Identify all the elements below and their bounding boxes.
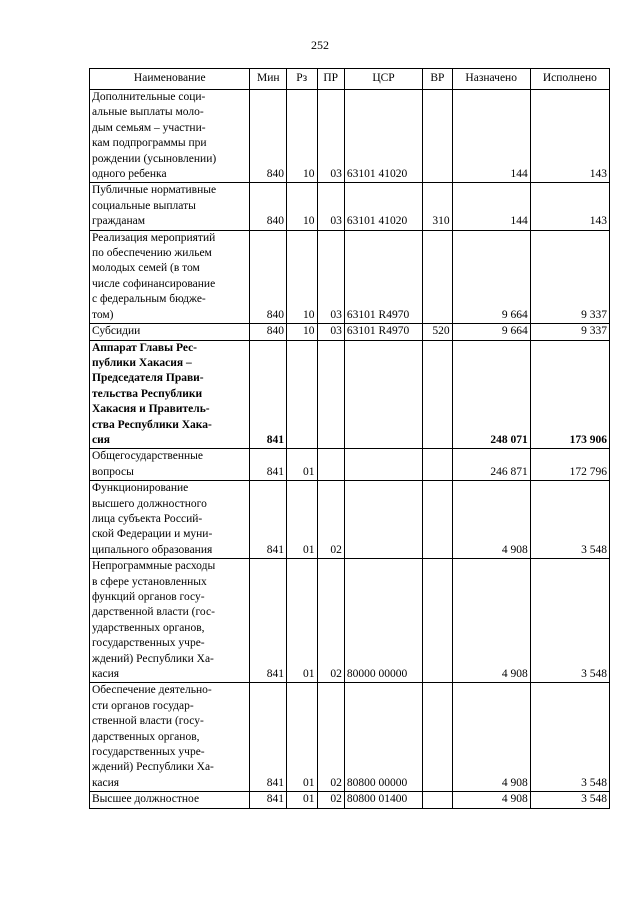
cell-assigned: 4 908 [452,559,530,683]
cell-name-line: государственных учре- [92,746,205,759]
cell-vr [423,90,452,183]
cell-name-line: числе софинансирование [92,277,216,290]
cell-executed: 3 548 [530,559,609,683]
cell-vr: 520 [423,324,452,340]
cell-assigned: 248 071 [452,340,530,449]
cell-name-line: тельства Республики [92,387,203,400]
cell-executed: 172 796 [530,449,609,481]
cell-name-line: Реализация мероприятий [92,231,216,244]
table-row [90,340,610,449]
cell-name [90,559,250,683]
cell-name [90,324,250,340]
cell-rz: 01 [287,449,317,481]
cell-assigned: 4 908 [452,481,530,559]
cell-pr: 03 [317,230,344,323]
cell-name [90,683,250,792]
cell-assigned: 9 664 [452,324,530,340]
cell-name-line: ждений) Республики Ха- [92,652,214,665]
cell-name-line: ждений) Республики Ха- [92,761,214,774]
cell-name-line: касия [92,668,120,681]
cell-executed: 173 906 [530,340,609,449]
cell-min: 841 [250,481,287,559]
cell-assigned: 4 908 [452,683,530,792]
table-row [90,230,610,323]
cell-rz: 10 [287,230,317,323]
cell-rz: 10 [287,183,317,230]
cell-pr: 02 [317,559,344,683]
col-header-assigned: Назначено [452,69,530,90]
cell-name-line: публики Хакасия – [92,356,192,369]
cell-name-line: лица субъекта Россий- [92,512,203,525]
cell-min: 841 [250,559,287,683]
cell-min: 840 [250,90,287,183]
cell-name-line: Публичные нормативные [92,184,217,197]
cell-name-line: кам подпрограммы при [92,137,207,150]
cell-name-line: гражданам [92,215,146,228]
cell-csr: 80000 00000 [344,559,422,683]
cell-assigned: 9 664 [452,230,530,323]
cell-name-line: вопросы [92,465,134,478]
col-header-csr: ЦСР [344,69,422,90]
cell-name-line: высшего должностного [92,497,207,510]
cell-vr [423,559,452,683]
cell-name-line: дарственных органов, [92,730,200,743]
cell-csr: 63101 R4970 [344,230,422,323]
cell-name-line: альные выплаты моло- [92,106,204,119]
cell-pr: 03 [317,183,344,230]
table-row [90,183,610,230]
cell-pr [317,449,344,481]
cell-name-line: молодых семей (в том [92,262,200,275]
cell-name [90,481,250,559]
cell-min: 841 [250,340,287,449]
cell-name [90,183,250,230]
cell-assigned: 246 871 [452,449,530,481]
cell-csr [344,340,422,449]
cell-executed: 3 548 [530,481,609,559]
table-row [90,481,610,559]
cell-vr [423,792,452,808]
cell-name [90,340,250,449]
cell-executed: 9 337 [530,230,609,323]
cell-name-line: Функционирование [92,482,189,495]
cell-csr: 63101 R4970 [344,324,422,340]
header-row [90,69,610,90]
cell-name-line: Аппарат Главы Рес- [92,341,198,354]
cell-name-line: Хакасия и Правитель- [92,403,210,416]
cell-name-line: в сфере установленных [92,575,207,588]
cell-name-line: ской Федерации и муни- [92,528,213,541]
cell-name-line: по обеспечению жильем [92,247,212,260]
cell-rz: 01 [287,481,317,559]
cell-min: 841 [250,683,287,792]
col-header-vr: ВР [423,69,452,90]
cell-vr [423,683,452,792]
table-body [90,90,610,809]
cell-assigned: 144 [452,183,530,230]
cell-pr: 03 [317,324,344,340]
table-row [90,449,610,481]
cell-vr [423,230,452,323]
cell-name [90,230,250,323]
col-header-executed: Исполнено [530,69,609,90]
page-number: 252 [311,38,329,52]
cell-csr: 63101 41020 [344,90,422,183]
cell-name [90,792,250,808]
cell-name-line: Общегосударственные [92,450,204,463]
table-row [90,683,610,792]
table-row [90,559,610,683]
cell-name-line: государственных учре- [92,637,205,650]
cell-csr: 80800 00000 [344,683,422,792]
cell-rz: 10 [287,90,317,183]
cell-name-line: Непрограммные расходы [92,560,216,573]
cell-pr: 02 [317,481,344,559]
cell-name-line: ударственных органов, [92,621,205,634]
cell-csr: 80800 01400 [344,792,422,808]
cell-name-line: Дополнительные соци- [92,91,206,103]
cell-name-line: ственной власти (госу- [92,715,204,728]
cell-min: 841 [250,792,287,808]
cell-csr [344,481,422,559]
budget-table [89,68,610,809]
cell-csr [344,449,422,481]
cell-assigned: 4 908 [452,792,530,808]
cell-name-line: рождении (усыновлении) [92,152,217,165]
col-header-min: Мин [250,69,287,90]
cell-pr [317,340,344,449]
cell-name-line: том) [92,308,114,321]
cell-rz: 10 [287,324,317,340]
cell-name-line: ципального образования [92,543,213,556]
cell-executed: 9 337 [530,324,609,340]
cell-vr [423,340,452,449]
cell-name-line: касия [92,776,120,789]
col-header-name: Наименование [90,69,250,90]
cell-rz [287,340,317,449]
cell-name-line: ства Республики Хака- [92,418,212,431]
cell-name [90,90,250,183]
cell-min: 840 [250,324,287,340]
cell-vr [423,481,452,559]
cell-name-line: сия [92,433,110,446]
cell-name-line: Председателя Прави- [92,372,204,385]
cell-vr: 310 [423,183,452,230]
col-header-pr: ПР [317,69,344,90]
cell-name-line: Высшее должностное [92,793,200,806]
cell-executed: 143 [530,90,609,183]
cell-rz: 01 [287,792,317,808]
cell-name-line: функций органов госу- [92,591,205,603]
cell-name-line: сти органов государ- [92,699,194,712]
cell-csr: 63101 41020 [344,183,422,230]
cell-name-line: дарственной власти (гос- [92,606,215,619]
cell-vr [423,449,452,481]
cell-min: 841 [250,449,287,481]
col-header-rz: Рз [287,69,317,90]
cell-min: 840 [250,183,287,230]
cell-rz: 01 [287,683,317,792]
table-row [90,324,610,340]
cell-name-line: Обеспечение деятельно- [92,684,212,697]
cell-name-line: дым семьям – участни- [92,121,206,134]
cell-name-line: социальные выплаты [92,199,196,212]
cell-assigned: 144 [452,90,530,183]
cell-name-line: с федеральным бюдже- [92,293,206,306]
cell-name [90,449,250,481]
cell-rz: 01 [287,559,317,683]
table-row [90,792,610,808]
cell-pr: 02 [317,683,344,792]
cell-min: 840 [250,230,287,323]
cell-executed: 143 [530,183,609,230]
cell-executed: 3 548 [530,683,609,792]
cell-name-line: Субсидии [92,325,141,338]
cell-name-line: одного ребенка [92,168,167,181]
table-row [90,90,610,183]
cell-pr: 03 [317,90,344,183]
cell-executed: 3 548 [530,792,609,808]
cell-pr: 02 [317,792,344,808]
